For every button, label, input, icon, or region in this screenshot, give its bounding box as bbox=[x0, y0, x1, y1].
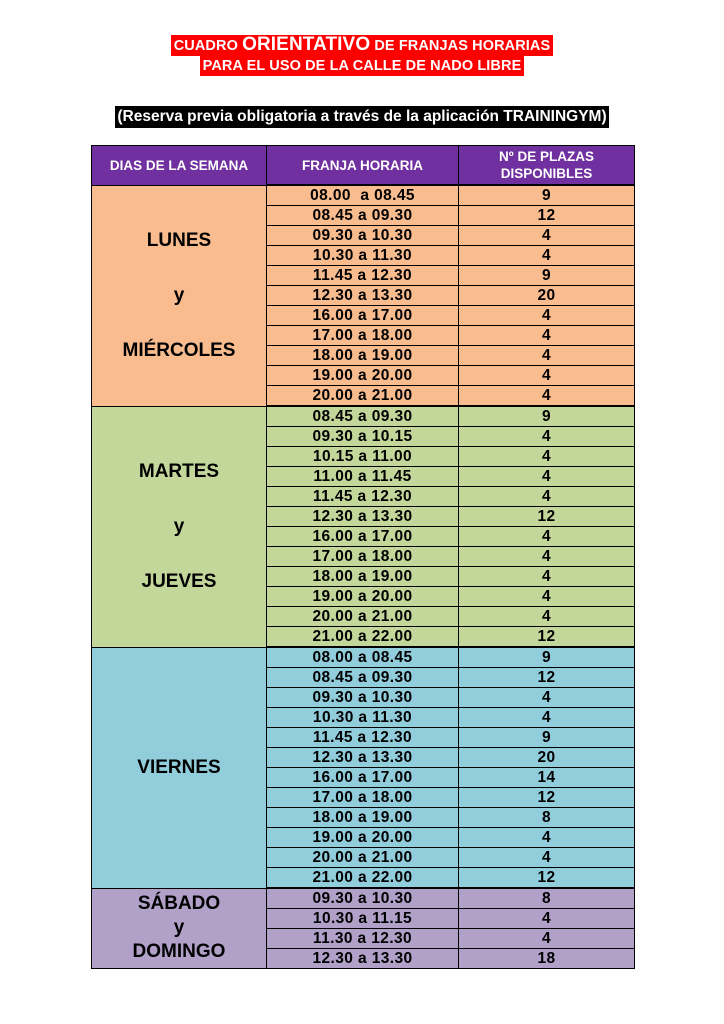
time-slot-cell: 19.00 a 20.00 bbox=[267, 587, 459, 607]
places-cell: 9 bbox=[459, 647, 635, 668]
title-line-2: PARA EL USO DE LA CALLE DE NADO LIBRE bbox=[200, 56, 525, 76]
time-slot-cell: 12.30 a 13.30 bbox=[267, 949, 459, 969]
day-group-label bbox=[92, 756, 266, 780]
day-label-line: JUEVES bbox=[141, 570, 217, 592]
places-cell: 12 bbox=[459, 627, 635, 648]
time-slot-cell: 11.45 a 12.30 bbox=[267, 728, 459, 748]
header-places: Nº DE PLAZAS DISPONIBLES bbox=[459, 146, 635, 186]
places-cell: 4 bbox=[459, 547, 635, 567]
time-slot-cell: 08.00 a 08.45 bbox=[267, 185, 459, 206]
day-group-cell bbox=[92, 888, 267, 969]
day-group-label bbox=[92, 460, 266, 594]
places-cell: 12 bbox=[459, 788, 635, 808]
day-group-cell bbox=[92, 406, 267, 647]
places-cell: 4 bbox=[459, 246, 635, 266]
places-cell: 4 bbox=[459, 909, 635, 929]
time-slot-cell: 21.00 a 22.00 bbox=[267, 868, 459, 889]
places-cell: 12 bbox=[459, 668, 635, 688]
header-row bbox=[92, 146, 635, 186]
places-cell: 4 bbox=[459, 487, 635, 507]
places-cell: 9 bbox=[459, 728, 635, 748]
time-slot-cell: 16.00 a 17.00 bbox=[267, 527, 459, 547]
time-slot-cell: 18.00 a 19.00 bbox=[267, 567, 459, 587]
time-slot-cell: 11.45 a 12.30 bbox=[267, 266, 459, 286]
table-row bbox=[92, 185, 635, 206]
places-cell: 4 bbox=[459, 708, 635, 728]
places-cell: 4 bbox=[459, 527, 635, 547]
time-slot-cell: 19.00 a 20.00 bbox=[267, 828, 459, 848]
places-cell: 4 bbox=[459, 306, 635, 326]
table-row bbox=[92, 406, 635, 427]
title-line-1: CUADRO ORIENTATIVO DE FRANJAS HORARIAS bbox=[171, 35, 554, 56]
day-label-line: MARTES bbox=[138, 460, 220, 482]
day-label-line: MIÉRCOLES bbox=[122, 339, 236, 361]
header-time-slot: FRANJA HORARIA bbox=[267, 146, 459, 186]
places-cell: 14 bbox=[459, 768, 635, 788]
time-slot-cell: 19.00 a 20.00 bbox=[267, 366, 459, 386]
time-slot-cell: 10.30 a 11.30 bbox=[267, 708, 459, 728]
day-group-label bbox=[92, 229, 266, 363]
time-slot-cell: 10.15 a 11.00 bbox=[267, 447, 459, 467]
day-label-line: y bbox=[173, 284, 185, 306]
places-cell: 4 bbox=[459, 447, 635, 467]
places-cell: 4 bbox=[459, 607, 635, 627]
header-days: DIAS DE LA SEMANA bbox=[92, 146, 267, 186]
time-slot-cell: 12.30 a 13.30 bbox=[267, 507, 459, 527]
places-cell: 4 bbox=[459, 828, 635, 848]
places-cell: 4 bbox=[459, 688, 635, 708]
places-cell: 4 bbox=[459, 567, 635, 587]
subtitle-block bbox=[0, 106, 724, 128]
time-slot-cell: 16.00 a 17.00 bbox=[267, 768, 459, 788]
places-cell: 4 bbox=[459, 467, 635, 487]
time-slot-cell: 09.30 a 10.30 bbox=[267, 688, 459, 708]
day-label-line: VIERNES bbox=[137, 756, 221, 778]
places-cell: 4 bbox=[459, 386, 635, 407]
time-slot-cell: 20.00 a 21.00 bbox=[267, 386, 459, 407]
time-slot-cell: 08.45 a 09.30 bbox=[267, 668, 459, 688]
schedule-body bbox=[92, 185, 635, 969]
day-group-cell bbox=[92, 647, 267, 888]
places-cell: 18 bbox=[459, 949, 635, 969]
time-slot-cell: 17.00 a 18.00 bbox=[267, 326, 459, 346]
schedule-table bbox=[91, 145, 635, 969]
table-row bbox=[92, 647, 635, 668]
time-slot-cell: 09.30 a 10.30 bbox=[267, 888, 459, 909]
places-cell: 9 bbox=[459, 266, 635, 286]
time-slot-cell: 08.45 a 09.30 bbox=[267, 206, 459, 226]
time-slot-cell: 18.00 a 19.00 bbox=[267, 346, 459, 366]
table-row bbox=[92, 888, 635, 909]
time-slot-cell: 10.30 a 11.15 bbox=[267, 909, 459, 929]
time-slot-cell: 08.00 a 08.45 bbox=[267, 647, 459, 668]
day-label-line: SÁBADO bbox=[137, 893, 221, 915]
places-cell: 8 bbox=[459, 808, 635, 828]
time-slot-cell: 11.30 a 12.30 bbox=[267, 929, 459, 949]
time-slot-cell: 09.30 a 10.30 bbox=[267, 226, 459, 246]
time-slot-cell: 12.30 a 13.30 bbox=[267, 748, 459, 768]
time-slot-cell: 11.00 a 11.45 bbox=[267, 467, 459, 487]
places-cell: 9 bbox=[459, 185, 635, 206]
day-group-label bbox=[92, 892, 266, 964]
places-cell: 4 bbox=[459, 427, 635, 447]
day-label-line: y bbox=[173, 917, 185, 939]
time-slot-cell: 21.00 a 22.00 bbox=[267, 627, 459, 648]
places-cell: 20 bbox=[459, 748, 635, 768]
places-cell: 20 bbox=[459, 286, 635, 306]
places-cell: 4 bbox=[459, 366, 635, 386]
day-label-line: DOMINGO bbox=[132, 941, 226, 963]
time-slot-cell: 11.45 a 12.30 bbox=[267, 487, 459, 507]
places-cell: 4 bbox=[459, 346, 635, 366]
time-slot-cell: 08.45 a 09.30 bbox=[267, 406, 459, 427]
time-slot-cell: 16.00 a 17.00 bbox=[267, 306, 459, 326]
places-cell: 8 bbox=[459, 888, 635, 909]
time-slot-cell: 10.30 a 11.30 bbox=[267, 246, 459, 266]
places-cell: 4 bbox=[459, 848, 635, 868]
time-slot-cell: 09.30 a 10.15 bbox=[267, 427, 459, 447]
time-slot-cell: 17.00 a 18.00 bbox=[267, 788, 459, 808]
places-cell: 4 bbox=[459, 929, 635, 949]
places-cell: 9 bbox=[459, 406, 635, 427]
time-slot-cell: 18.00 a 19.00 bbox=[267, 808, 459, 828]
reservation-note: (Reserva previa obligatoria a través de la aplicación TRAININGYM) bbox=[115, 106, 608, 128]
time-slot-cell: 20.00 a 21.00 bbox=[267, 607, 459, 627]
places-cell: 12 bbox=[459, 206, 635, 226]
time-slot-cell: 17.00 a 18.00 bbox=[267, 547, 459, 567]
places-cell: 12 bbox=[459, 507, 635, 527]
day-label-line: y bbox=[173, 515, 185, 537]
places-cell: 4 bbox=[459, 326, 635, 346]
time-slot-cell: 20.00 a 21.00 bbox=[267, 848, 459, 868]
time-slot-cell: 12.30 a 13.30 bbox=[267, 286, 459, 306]
day-group-cell bbox=[92, 185, 267, 406]
places-cell: 12 bbox=[459, 868, 635, 889]
day-label-line: LUNES bbox=[146, 229, 212, 251]
places-cell: 4 bbox=[459, 226, 635, 246]
title-block bbox=[0, 35, 724, 76]
places-cell: 4 bbox=[459, 587, 635, 607]
